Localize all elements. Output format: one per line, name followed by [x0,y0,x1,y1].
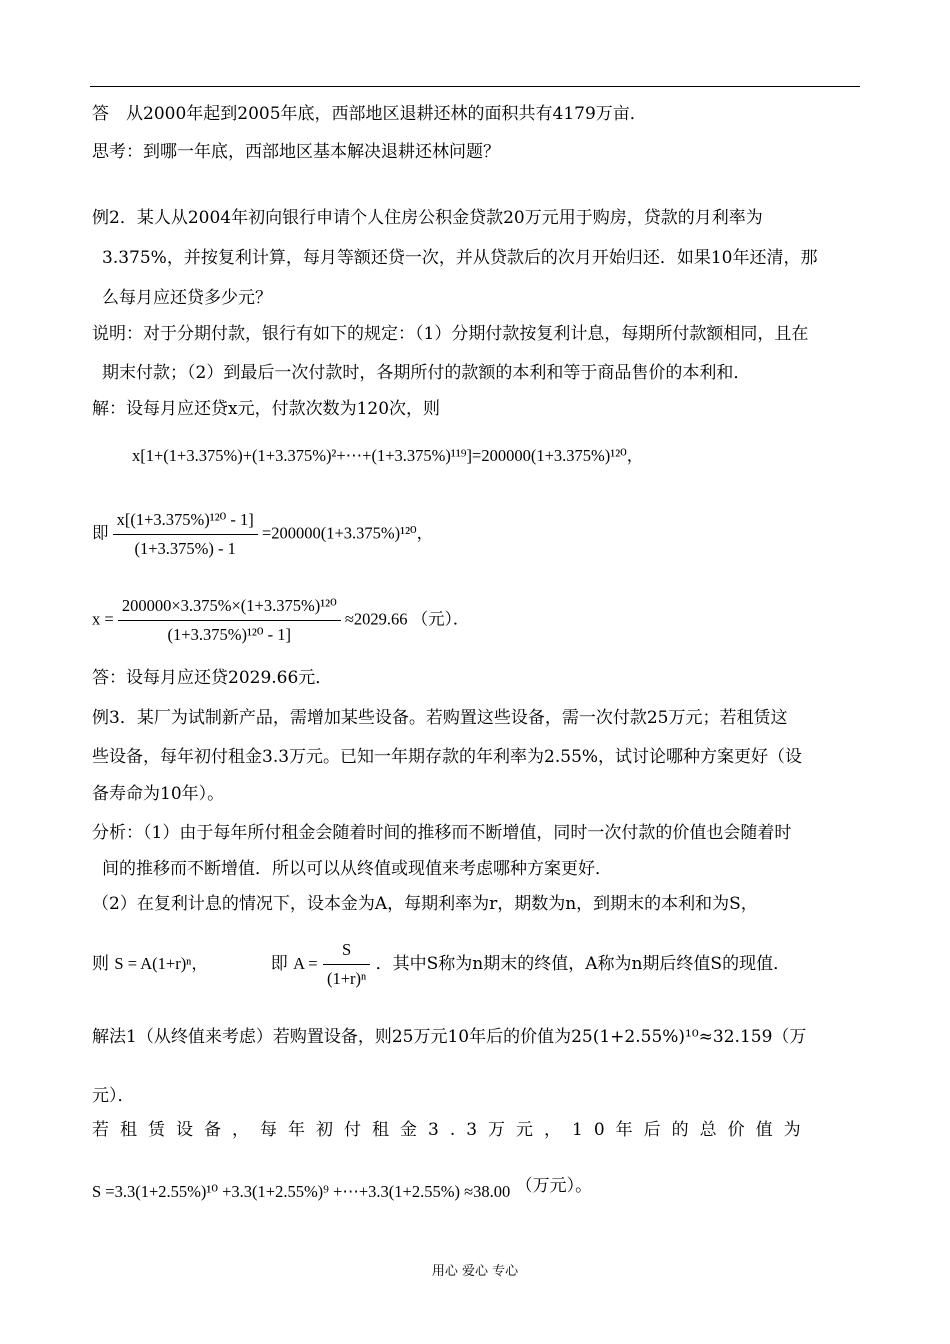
solution-1-line-2: 元）． [92,1086,135,1106]
analysis-line-1: 分析：（1）由于每年所付租金会随着时间的推移而不断增值，同时一次付款的价值也会随着时 [92,823,792,843]
equation-3-unit: （元）． [411,609,470,629]
note-line-1: 说明：对于分期付款，银行有如下的规定：（1）分期付款按复利计息，每期所付款额相同，且在 [92,324,809,344]
example-2-line-3: 么每月应还贷多少元？ [102,288,272,308]
equation-3-denominator: (1+3.375%)¹²⁰ - 1] [167,625,291,644]
present-value-lhs: A = [293,954,318,973]
present-value-numerator: S [323,938,370,965]
analysis-line-3: （2）在复利计息的情况下，设本金为A，每期利率为r，期数为n，到期末的本利和为S， [92,894,758,914]
equation-3-lhs: x = [92,609,114,629]
equation-2-fraction [113,508,258,561]
equation-3-rhs: ≈2029.66 [344,609,408,629]
analysis-line-2: 间的推移而不断增值．所以可以从终值或现值来考虑哪种方案更好． [102,859,612,879]
note-line-2: 期末付款；（2）到最后一次付款时，各期所付的款额的本利和等于商品售价的本利和． [102,363,751,383]
formula-mid: 即 [270,954,288,974]
present-value-denominator: (1+r)ⁿ [326,969,367,988]
think-question: 思考：到哪一年底，西部地区基本解决退耕还林问题？ [92,142,500,162]
equation-sum: x[1+(1+3.375%)+(1+3.375%)²+⋯+(1+3.375%)¹¹⁹]=200000(1+3.375%)¹²⁰， [132,446,644,465]
solution-intro: 解：设每月应还贷x元，付款次数为120次，则 [92,399,441,419]
equation-2-numerator: x[(1+3.375%)¹²⁰ - 1] [113,508,258,535]
header-rule [90,86,860,87]
formula-explanation: ．其中S称为n期末的终值，A称为n期后终值S的现值． [375,954,791,974]
present-value-fraction [323,938,370,991]
rental-sum-unit: （万元）。 [515,1176,593,1196]
example-2-line-1: 例2．某人从2004年初向银行申请个人住房公积金贷款20万元用于购房，贷款的月利率为 [92,208,763,228]
equation-2-rhs: =200000(1+3.375%)¹²⁰， [261,523,434,543]
example-3-line-3: 备寿命为10年）。 [92,784,225,804]
future-value-formula: S = A(1+r)ⁿ， [114,954,208,973]
rental-sum-formula: S =3.3(1+2.55%)¹⁰ +3.3(1+2.55%)⁹ +⋯+3.3(1+2.55%) ≈38.00 [92,1182,511,1201]
solution-1-line-1: 解法1（从终值来考虑）若购置设备，则25万元10年后的价值为25(1+2.55%)¹⁰≈32.159（万 [92,1027,807,1047]
rental-total-equation [92,1176,593,1204]
equation-3-fraction [118,594,341,647]
equation-3 [92,594,469,647]
example-3-line-1: 例3．某厂为试制新产品，需增加某些设备。若购置这些设备，需一次付款25万元；若租赁这 [92,708,788,728]
equation-2 [92,508,433,561]
formula-prefix: 则 [92,954,109,974]
compound-interest-formulas [92,938,790,991]
equation-2-denominator: (1+3.375%) - 1 [134,539,236,558]
example-3-line-2: 些设备，每年初付租金3.3万元。已知一年期存款的年利率为2.55%，试讨论哪种方案更好（设 [92,747,803,767]
rental-line: 若租赁设备，每年初付租金3.3万元，10年后的总价值为 [92,1120,812,1140]
answer-line-2: 答：设每月应还贷2029.66元． [92,668,333,688]
equation-3-numerator: 200000×3.375%×(1+3.375%)¹²⁰ [118,594,341,621]
page-footer: 用心 爱心 专心 [431,1264,519,1279]
example-2-line-2: 3.375%，并按复利计算，每月等额还贷一次，并从贷款后的次月开始归还．如果10年还清，那 [102,248,818,268]
equation-2-prefix: 即 [92,523,109,543]
answer-line-1: 答 从2000年起到2005年底，西部地区退耕还林的面积共有4179万亩． [92,104,647,124]
